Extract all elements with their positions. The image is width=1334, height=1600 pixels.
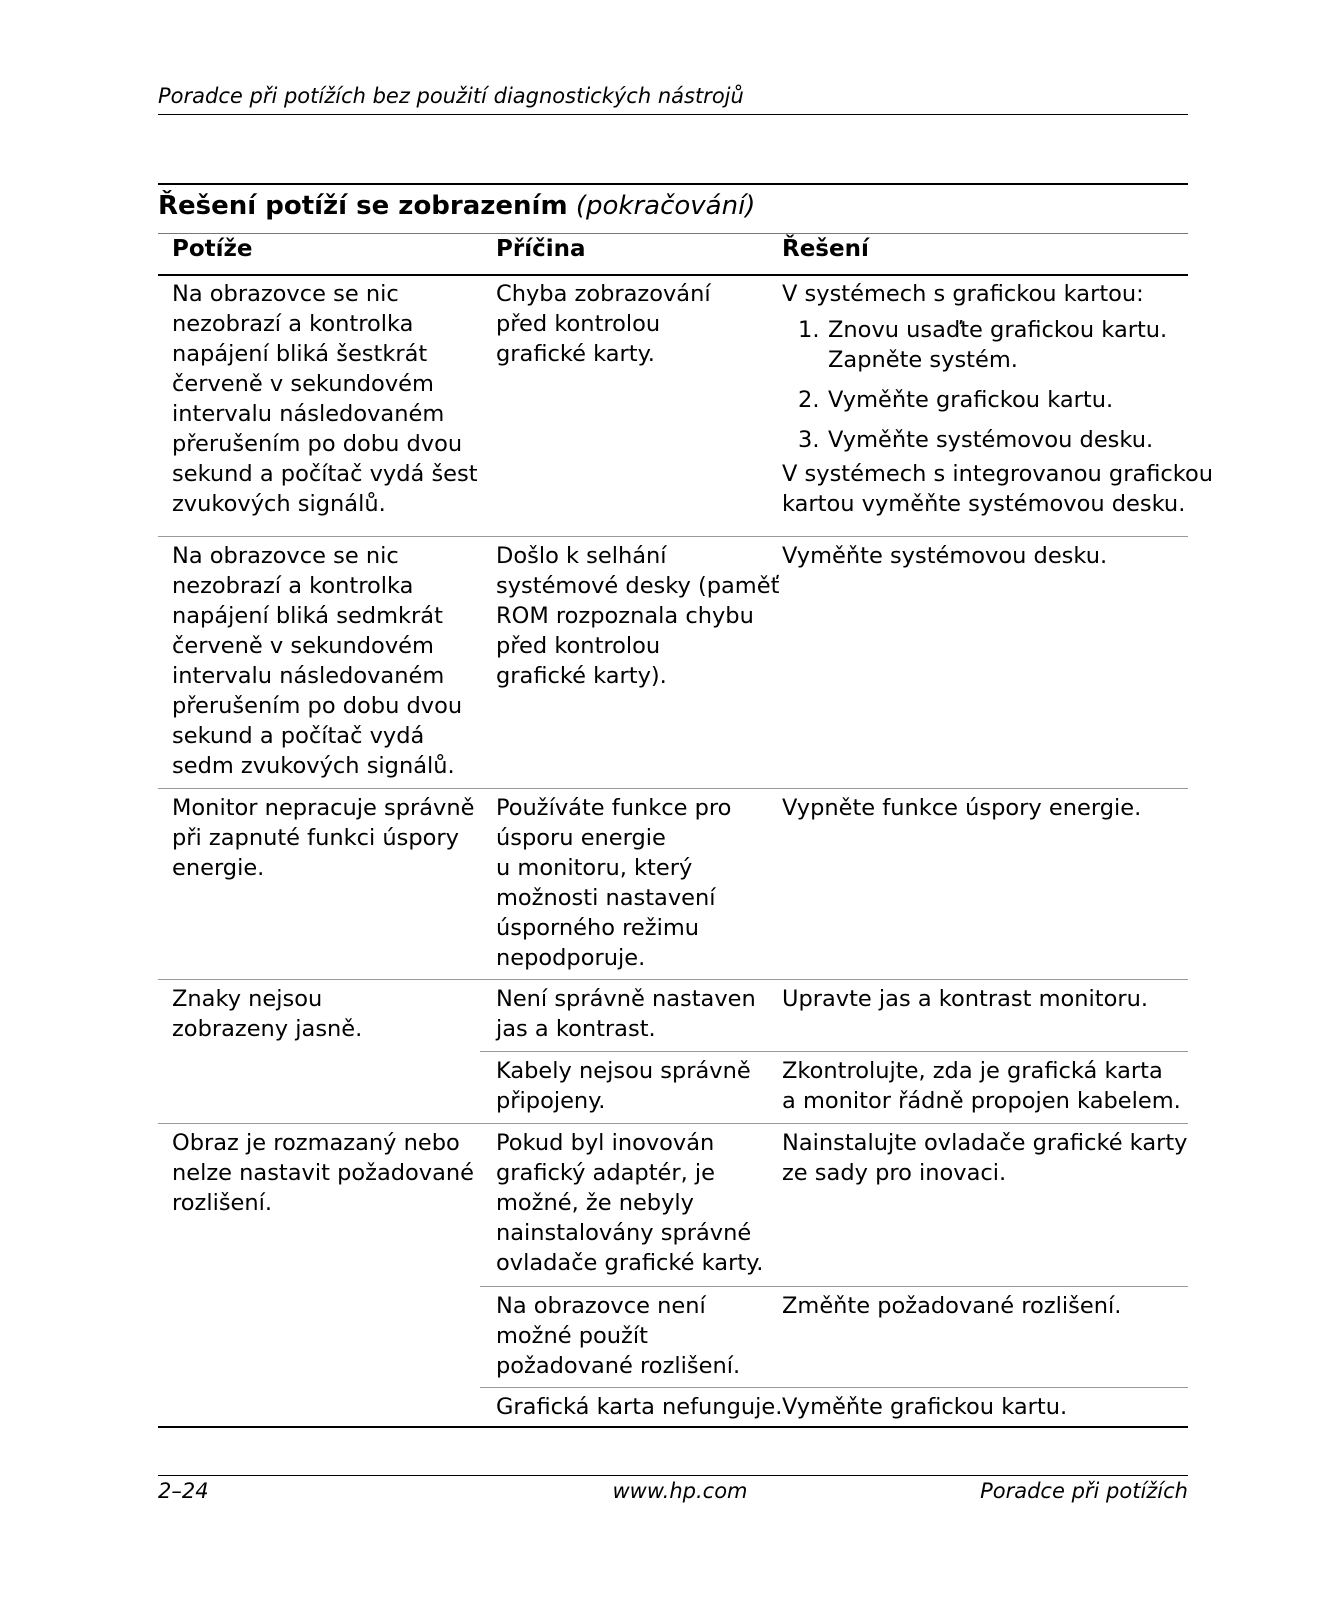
text-line: Změňte požadované rozlišení. xyxy=(782,1293,1122,1319)
step-number: 3. xyxy=(798,427,820,453)
header-thin-rule xyxy=(158,233,1188,234)
row5-problem xyxy=(172,1128,482,1218)
text-line: Vypněte funkce úspory energie. xyxy=(782,795,1142,821)
text-line: Obraz je rozmazaný nebo xyxy=(172,1130,460,1156)
text-line: grafické karty). xyxy=(496,663,667,689)
text-line: Vyměňte systémovou desku. xyxy=(782,543,1108,569)
header-rule xyxy=(158,114,1188,115)
text-line: energie. xyxy=(172,855,265,881)
footer-url: www.hp.com xyxy=(612,1479,748,1503)
text-line: Na obrazovce se nic xyxy=(172,281,399,307)
step-item xyxy=(782,425,1188,455)
text-line: Zkontrolujte, zda je grafická karta xyxy=(782,1058,1163,1084)
text-line: červeně v sekundovém xyxy=(172,371,434,397)
text-line: rozlišení. xyxy=(172,1190,273,1216)
row-divider xyxy=(158,979,1188,980)
footer-rule xyxy=(158,1475,1188,1476)
text-line: Není správně nastaven xyxy=(496,986,756,1012)
text-line: napájení bliká sedmkrát xyxy=(172,603,443,629)
text-line: Pokud byl inovován xyxy=(496,1130,715,1156)
text-line: intervalu následovaném xyxy=(172,663,445,689)
text-line: u monitoru, který xyxy=(496,855,693,881)
text-line: při zapnuté funkci úspory xyxy=(172,825,459,851)
text-line: Vyměňte systémovou desku. xyxy=(828,427,1154,453)
text-line: Zapněte systém. xyxy=(828,347,1018,373)
row5b-solution xyxy=(782,1291,1188,1321)
row4a-solution xyxy=(782,984,1188,1014)
row5c-solution xyxy=(782,1392,1188,1422)
text-line: sekund a počítač vydá šest xyxy=(172,461,478,487)
text-line: přerušením po dobu dvou xyxy=(172,693,463,719)
row-divider xyxy=(158,536,1188,537)
solution-steps xyxy=(782,315,1188,455)
text-line: zvukových signálů. xyxy=(172,491,386,517)
text-line: před kontrolou xyxy=(496,311,661,337)
text-line: Upravte jas a kontrast monitoru. xyxy=(782,986,1149,1012)
text-line: nainstalovány správné xyxy=(496,1220,752,1246)
text-line: úsporného režimu xyxy=(496,915,700,941)
table-bottom-rule xyxy=(158,1426,1188,1428)
column-header-cause: Příčina xyxy=(496,236,586,262)
row2-cause xyxy=(496,541,786,691)
row5a-cause xyxy=(496,1128,786,1278)
text-line: Používáte funkce pro xyxy=(496,795,732,821)
text-line: možné, že nebyly xyxy=(496,1190,694,1216)
text-line: Na obrazovce není xyxy=(496,1293,706,1319)
step-item xyxy=(782,385,1188,415)
row4b-solution xyxy=(782,1056,1188,1116)
row5a-solution xyxy=(782,1128,1188,1188)
text-line: Došlo k selhání xyxy=(496,543,667,569)
footer-section: Poradce při potížích xyxy=(980,1479,1188,1503)
text-line: kartou vyměňte systémovou desku. xyxy=(782,491,1186,517)
row1-problem xyxy=(172,279,482,519)
column-header-problem: Potíže xyxy=(172,236,253,262)
row-divider xyxy=(158,1123,1188,1124)
subrow-divider xyxy=(480,1387,1188,1388)
text-line: Grafická karta nefunguje. xyxy=(496,1394,783,1420)
text-line: před kontrolou xyxy=(496,633,661,659)
row5b-cause xyxy=(496,1291,786,1381)
text-line: Vyměňte grafickou kartu. xyxy=(782,1394,1068,1420)
text-line: sekund a počítač vydá xyxy=(172,723,425,749)
text-line: napájení bliká šestkrát xyxy=(172,341,428,367)
row2-problem xyxy=(172,541,482,781)
text-line: nezobrazí a kontrolka xyxy=(172,311,414,337)
row2-solution xyxy=(782,541,1188,571)
row3-solution xyxy=(782,793,1188,823)
text-line: Znaky nejsou xyxy=(172,986,323,1012)
text-line: Vyměňte grafickou kartu. xyxy=(828,387,1114,413)
text-line: grafický adaptér, je xyxy=(496,1160,716,1186)
text-line: ROM rozpoznala chybu xyxy=(496,603,754,629)
text-line: nelze nastavit požadované xyxy=(172,1160,474,1186)
column-header-solution: Řešení xyxy=(782,236,869,262)
table-title-main: Řešení potíží se zobrazením xyxy=(158,191,568,221)
text-line: Znovu usaďte grafickou kartu. xyxy=(828,317,1168,343)
row1-cause xyxy=(496,279,786,369)
text-line: možné použít xyxy=(496,1323,648,1349)
solution-intro: V systémech s grafickou kartou: xyxy=(782,281,1144,307)
text-line: přerušením po dobu dvou xyxy=(172,431,463,457)
text-line: ovladače grafické karty. xyxy=(496,1250,764,1276)
text-line: Na obrazovce se nic xyxy=(172,543,399,569)
row3-problem xyxy=(172,793,482,883)
table-top-rule xyxy=(158,183,1188,185)
text-line: intervalu následovaném xyxy=(172,401,445,427)
table-title-continued: (pokračování) xyxy=(575,191,756,221)
table-title xyxy=(158,191,755,221)
page-number: 2–24 xyxy=(158,1479,209,1503)
text-line: zobrazeny jasně. xyxy=(172,1016,363,1042)
row3-cause xyxy=(496,793,786,973)
subrow-divider xyxy=(480,1051,1188,1052)
text-line: a monitor řádně propojen kabelem. xyxy=(782,1088,1181,1114)
text-line: možnosti nastavení xyxy=(496,885,716,911)
row5c-cause xyxy=(496,1392,786,1422)
text-line: Chyba zobrazování xyxy=(496,281,711,307)
row4b-cause xyxy=(496,1056,786,1116)
text-line: nezobrazí a kontrolka xyxy=(172,573,414,599)
text-line: grafické karty. xyxy=(496,341,655,367)
text-line: Kabely nejsou správně xyxy=(496,1058,751,1084)
row1-solution xyxy=(782,279,1214,519)
text-line: požadované rozlišení. xyxy=(496,1353,741,1379)
text-line: nepodporuje. xyxy=(496,945,646,971)
running-header: Poradce při potížích bez použití diagnostických nástrojů xyxy=(158,84,744,108)
text-line: systémové desky (paměť xyxy=(496,573,780,599)
text-line: ze sady pro inovaci. xyxy=(782,1160,1007,1186)
row-divider xyxy=(158,788,1188,789)
text-line: Nainstalujte ovladače grafické karty xyxy=(782,1130,1188,1156)
row4a-cause xyxy=(496,984,786,1044)
row4-problem xyxy=(172,984,482,1044)
text-line: V systémech s integrovanou grafickou xyxy=(782,461,1214,487)
step-number: 2. xyxy=(798,387,820,413)
step-number: 1. xyxy=(798,317,820,343)
subrow-divider xyxy=(480,1286,1188,1287)
text-line: úsporu energie xyxy=(496,825,666,851)
header-rule-thick xyxy=(158,274,1188,276)
text-line: Monitor nepracuje správně xyxy=(172,795,475,821)
text-line: jas a kontrast. xyxy=(496,1016,656,1042)
text-line: sedm zvukových signálů. xyxy=(172,753,455,779)
text-line: připojeny. xyxy=(496,1088,606,1114)
step-item xyxy=(782,315,1188,375)
text-line: červeně v sekundovém xyxy=(172,633,434,659)
